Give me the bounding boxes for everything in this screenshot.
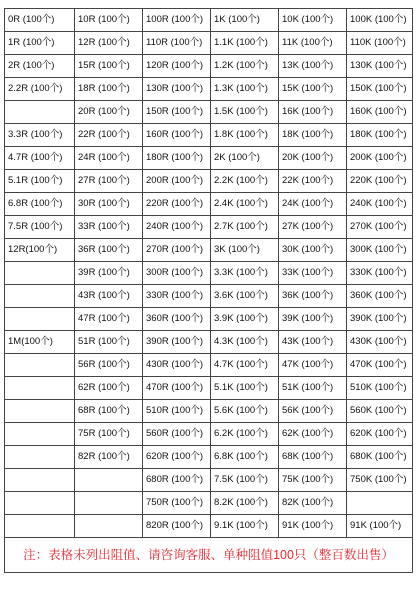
table-cell: 3.3K (100个) [211, 262, 279, 285]
table-cell: 5.6K (100个) [211, 400, 279, 423]
table-cell: 4.7R (100个) [5, 147, 75, 170]
table-cell: 47R (100个) [75, 308, 143, 331]
table-cell: 200R (100个) [143, 170, 211, 193]
table-cell: 360K (100个) [347, 285, 413, 308]
table-cell: 430R (100个) [143, 354, 211, 377]
table-row [5, 469, 413, 492]
table-cell: 240R (100个) [143, 216, 211, 239]
resistor-table-body [5, 9, 413, 573]
table-cell: 43K (100个) [279, 331, 347, 354]
table-cell: 300R (100个) [143, 262, 211, 285]
table-cell [5, 446, 75, 469]
table-cell: 75R (100个) [75, 423, 143, 446]
table-row [5, 239, 413, 262]
table-cell [75, 469, 143, 492]
table-cell: 16K (100个) [279, 101, 347, 124]
table-cell: 1K (100个) [211, 9, 279, 32]
table-cell: 75K (100个) [279, 469, 347, 492]
table-cell: 68R (100个) [75, 400, 143, 423]
table-cell: 160K (100个) [347, 101, 413, 124]
table-cell [5, 285, 75, 308]
table-cell: 13K (100个) [279, 55, 347, 78]
table-cell: 1.5K (100个) [211, 101, 279, 124]
table-cell: 11K (100个) [279, 32, 347, 55]
table-cell [75, 492, 143, 515]
table-cell: 820R (100个) [143, 515, 211, 538]
table-cell [5, 354, 75, 377]
table-cell [5, 423, 75, 446]
table-cell: 470R (100个) [143, 377, 211, 400]
table-cell: 330R (100个) [143, 285, 211, 308]
table-cell: 130K (100个) [347, 55, 413, 78]
table-row [5, 170, 413, 193]
table-cell: 6.8K (100个) [211, 446, 279, 469]
table-cell: 10K (100个) [279, 9, 347, 32]
table-cell: 18R (100个) [75, 78, 143, 101]
table-cell: 91K (100个) [347, 515, 413, 538]
table-cell: 51K (100个) [279, 377, 347, 400]
resistor-value-table [4, 8, 413, 573]
table-cell: 270R (100个) [143, 239, 211, 262]
table-row [5, 446, 413, 469]
table-cell: 4.7K (100个) [211, 354, 279, 377]
table-row [5, 285, 413, 308]
table-cell: 3.3R (100个) [5, 124, 75, 147]
table-cell: 1R (100个) [5, 32, 75, 55]
table-cell: 0R (100个) [5, 9, 75, 32]
table-cell: 130R (100个) [143, 78, 211, 101]
table-cell: 3K (100个) [211, 239, 279, 262]
table-cell: 39R (100个) [75, 262, 143, 285]
table-cell: 6.8R (100个) [5, 193, 75, 216]
table-cell: 150K (100个) [347, 78, 413, 101]
table-cell: 82K (100个) [279, 492, 347, 515]
table-cell: 6.2K (100个) [211, 423, 279, 446]
table-cell: 2.7K (100个) [211, 216, 279, 239]
table-cell: 27K (100个) [279, 216, 347, 239]
table-cell: 62R (100个) [75, 377, 143, 400]
table-cell: 110K (100个) [347, 32, 413, 55]
table-cell: 56R (100个) [75, 354, 143, 377]
table-cell: 160R (100个) [143, 124, 211, 147]
table-cell: 36K (100个) [279, 285, 347, 308]
table-cell [5, 377, 75, 400]
table-row [5, 78, 413, 101]
table-cell: 62K (100个) [279, 423, 347, 446]
table-row [5, 377, 413, 400]
table-note: 注：表格未列出阻值、请咨询客服、单种阻值100只（整百数出售） [5, 538, 413, 573]
table-cell: 1.3K (100个) [211, 78, 279, 101]
table-cell: 3.6K (100个) [211, 285, 279, 308]
table-cell: 100K (100个) [347, 9, 413, 32]
table-cell [5, 262, 75, 285]
table-cell: 300K (100个) [347, 239, 413, 262]
table-cell: 560K (100个) [347, 400, 413, 423]
table-cell: 24K (100个) [279, 193, 347, 216]
table-cell: 27R (100个) [75, 170, 143, 193]
table-cell: 39K (100个) [279, 308, 347, 331]
table-cell: 24R (100个) [75, 147, 143, 170]
table-cell: 220K (100个) [347, 170, 413, 193]
table-cell: 360R (100个) [143, 308, 211, 331]
table-cell: 180R (100个) [143, 147, 211, 170]
table-cell [5, 492, 75, 515]
table-cell: 110R (100个) [143, 32, 211, 55]
table-cell: 390R (100个) [143, 331, 211, 354]
table-cell: 12R (100个) [75, 32, 143, 55]
table-cell: 430K (100个) [347, 331, 413, 354]
table-cell: 33K (100个) [279, 262, 347, 285]
table-cell: 330K (100个) [347, 262, 413, 285]
table-cell: 30K (100个) [279, 239, 347, 262]
table-cell [5, 400, 75, 423]
table-cell: 2R (100个) [5, 55, 75, 78]
table-cell: 1M(100个) [5, 331, 75, 354]
table-cell: 43R (100个) [75, 285, 143, 308]
table-cell [5, 515, 75, 538]
table-cell: 1.1K (100个) [211, 32, 279, 55]
table-cell: 1.2K (100个) [211, 55, 279, 78]
table-cell: 12R(100个) [5, 239, 75, 262]
table-cell: 680K (100个) [347, 446, 413, 469]
table-cell: 390K (100个) [347, 308, 413, 331]
table-cell: 20R (100个) [75, 101, 143, 124]
table-cell: 2.4K (100个) [211, 193, 279, 216]
table-row-note [5, 538, 413, 573]
table-cell [5, 101, 75, 124]
table-cell [75, 515, 143, 538]
table-cell: 15R (100个) [75, 55, 143, 78]
table-cell: 18K (100个) [279, 124, 347, 147]
table-cell: 30R (100个) [75, 193, 143, 216]
table-cell: 9.1K (100个) [211, 515, 279, 538]
table-cell: 5.1K (100个) [211, 377, 279, 400]
table-cell: 47K (100个) [279, 354, 347, 377]
table-cell: 51R (100个) [75, 331, 143, 354]
table-cell: 510K (100个) [347, 377, 413, 400]
table-cell: 150R (100个) [143, 101, 211, 124]
table-cell: 7.5K (100个) [211, 469, 279, 492]
table-cell: 680R (100个) [143, 469, 211, 492]
table-cell: 82R (100个) [75, 446, 143, 469]
table-row [5, 515, 413, 538]
table-cell: 68K (100个) [279, 446, 347, 469]
table-row [5, 216, 413, 239]
table-cell: 8.2K (100个) [211, 492, 279, 515]
table-cell: 200K (100个) [347, 147, 413, 170]
table-cell: 560R (100个) [143, 423, 211, 446]
table-cell: 620K (100个) [347, 423, 413, 446]
table-cell: 7.5R (100个) [5, 216, 75, 239]
table-row [5, 147, 413, 170]
table-cell: 270K (100个) [347, 216, 413, 239]
table-row [5, 193, 413, 216]
table-cell: 180K (100个) [347, 124, 413, 147]
table-cell: 750R (100个) [143, 492, 211, 515]
table-cell: 1.8K (100个) [211, 124, 279, 147]
table-cell: 240K (100个) [347, 193, 413, 216]
table-cell: 22R (100个) [75, 124, 143, 147]
table-cell [347, 492, 413, 515]
table-row [5, 423, 413, 446]
table-cell [5, 308, 75, 331]
table-row [5, 262, 413, 285]
table-cell: 120R (100个) [143, 55, 211, 78]
table-cell: 620R (100个) [143, 446, 211, 469]
table-cell: 33R (100个) [75, 216, 143, 239]
table-row [5, 32, 413, 55]
table-cell: 220R (100个) [143, 193, 211, 216]
table-row [5, 55, 413, 78]
table-cell: 36R (100个) [75, 239, 143, 262]
table-cell: 5.1R (100个) [5, 170, 75, 193]
table-cell: 15K (100个) [279, 78, 347, 101]
table-cell: 2.2K (100个) [211, 170, 279, 193]
table-cell [5, 469, 75, 492]
table-cell: 10R (100个) [75, 9, 143, 32]
table-cell: 2K (100个) [211, 147, 279, 170]
table-row [5, 101, 413, 124]
table-cell: 56K (100个) [279, 400, 347, 423]
table-row [5, 354, 413, 377]
table-cell: 750K (100个) [347, 469, 413, 492]
table-cell: 91K (100个) [279, 515, 347, 538]
table-cell: 22K (100个) [279, 170, 347, 193]
table-cell: 510R (100个) [143, 400, 211, 423]
table-row [5, 124, 413, 147]
table-row [5, 9, 413, 32]
table-cell: 4.3K (100个) [211, 331, 279, 354]
table-row [5, 331, 413, 354]
table-row [5, 400, 413, 423]
table-cell: 470K (100个) [347, 354, 413, 377]
table-cell: 20K (100个) [279, 147, 347, 170]
table-cell: 3.9K (100个) [211, 308, 279, 331]
table-row [5, 492, 413, 515]
table-cell: 2.2R (100个) [5, 78, 75, 101]
table-row [5, 308, 413, 331]
table-cell: 100R (100个) [143, 9, 211, 32]
